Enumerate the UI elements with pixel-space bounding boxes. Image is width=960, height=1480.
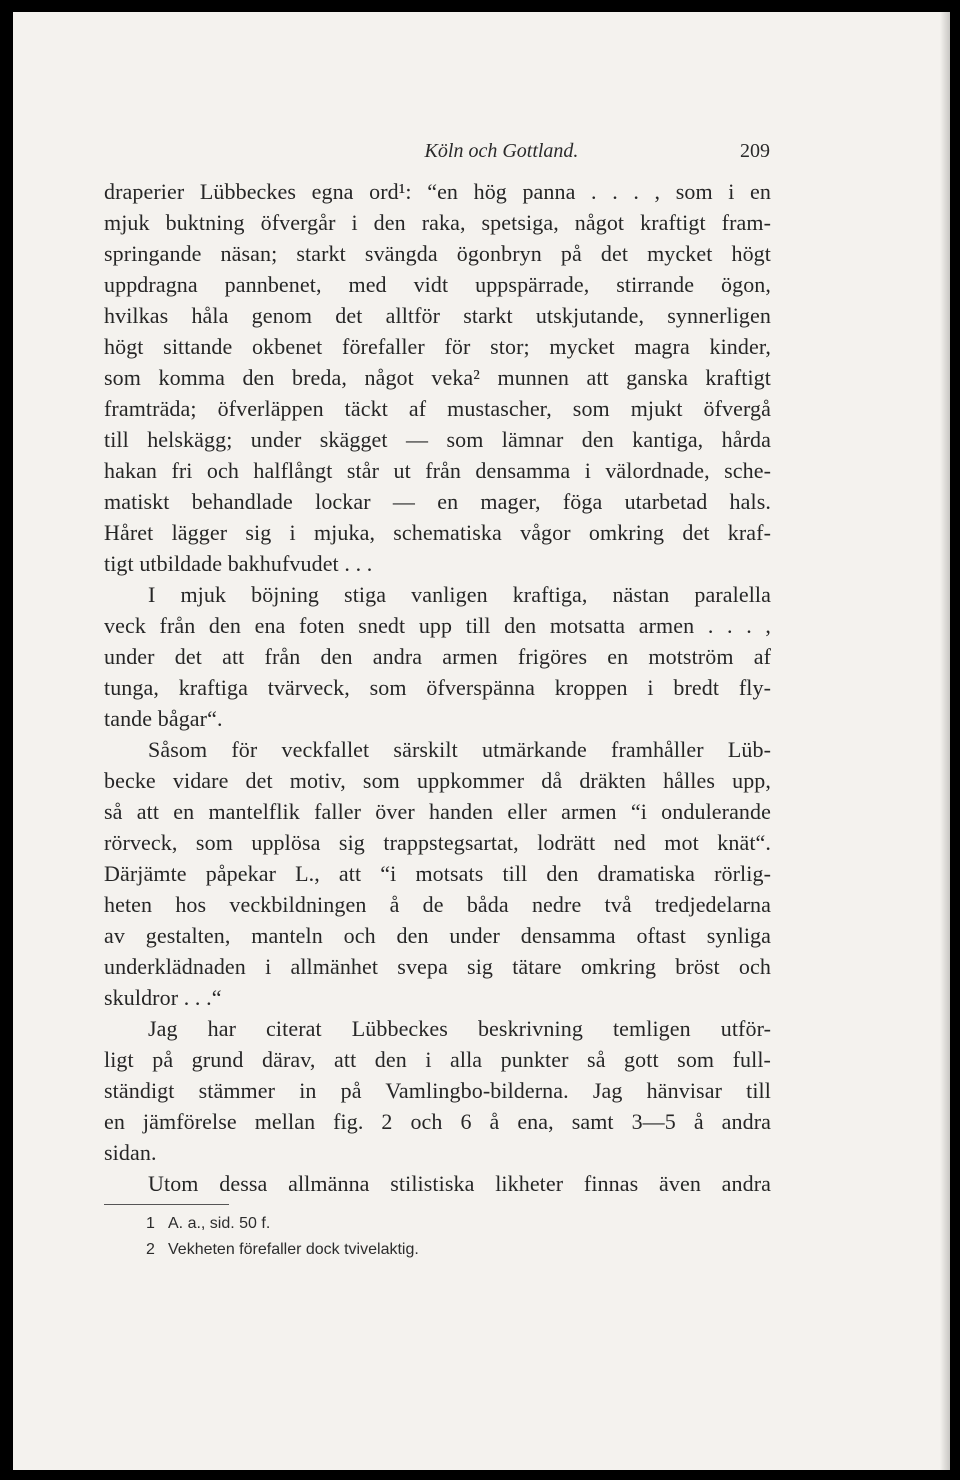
text-line: I mjuk böjning stiga vanligen kraftiga, nästan paralella bbox=[148, 582, 771, 607]
text-line: tigt utbildade bakhufvudet . . . bbox=[104, 551, 373, 576]
page-number: 209 bbox=[740, 140, 770, 162]
text-line: Därjämte påpekar L., att “i motsats till den dramatiska rörlig- bbox=[104, 861, 771, 886]
text-line: matiskt behandlade lockar — en mager, föga utarbetad hals. bbox=[104, 489, 771, 514]
text-line: hakan fri och halflångt står ut från densamma i välordnade, sche- bbox=[104, 458, 771, 483]
text-line: rörveck, som upplösa sig trappstegsartat, lodrätt ned mot knät“. bbox=[104, 830, 771, 855]
text-line: så att en mantelflik faller över handen eller armen “i ondulerande bbox=[104, 799, 771, 824]
text-line: framträda; öfverläppen täckt af mustascher, som mjukt öfvergå bbox=[104, 396, 771, 421]
text-line: ligt på grund därav, att den i alla punkter så gott som full- bbox=[104, 1047, 771, 1072]
text-line: tunga, kraftiga tvärveck, som öfverspänna kroppen i bredt fly- bbox=[104, 675, 771, 700]
text-line: ständigt stämmer in på Vamlingbo-bilderna. Jag hänvisar till bbox=[104, 1078, 771, 1103]
text-line: en jämförelse mellan fig. 2 och 6 å ena, samt 3—5 å andra bbox=[104, 1109, 771, 1134]
text-line: mjuk buktning öfvergår i den raka, spetsiga, något kraftigt fram- bbox=[104, 210, 771, 235]
text-line: Utom dessa allmänna stilistiska likheter finnas även andra bbox=[148, 1171, 771, 1196]
footnote-divider bbox=[104, 1204, 229, 1205]
text-line: springande näsan; starkt svängda ögonbryn på det mycket högt bbox=[104, 241, 771, 266]
book-page bbox=[13, 12, 950, 1470]
footnote bbox=[146, 1237, 419, 1263]
text-line: av gestalten, manteln och den under densamma oftast synliga bbox=[104, 923, 771, 948]
text-line: heten hos veckbildningen å de båda nedre två tredjedelarna bbox=[104, 892, 771, 917]
body-text bbox=[104, 176, 771, 1199]
text-line: Jag har citerat Lübbeckes beskrivning temligen utför- bbox=[148, 1016, 771, 1041]
footnote-text: A. a., sid. 50 f. bbox=[168, 1215, 271, 1232]
text-line: Såsom för veckfallet särskilt utmärkande framhåller Lüb- bbox=[148, 737, 771, 762]
text-line: hvilkas håla genom det alltför starkt utskjutande, synnerligen bbox=[104, 303, 771, 328]
footnotes bbox=[146, 1211, 419, 1263]
text-line: veck från den ena foten snedt upp till den motsatta armen . . . , bbox=[104, 613, 771, 638]
page-edge-shadow bbox=[940, 12, 950, 1470]
text-line: under det att från den andra armen frigöres en motström af bbox=[104, 644, 771, 669]
text-line: sidan. bbox=[104, 1140, 157, 1165]
page-header bbox=[13, 140, 950, 166]
text-line: uppdragna pannbenet, med vidt uppspärrade, stirrande ögon, bbox=[104, 272, 771, 297]
text-line: tande bågar“. bbox=[104, 706, 223, 731]
text-line: Håret lägger sig i mjuka, schematiska vågor omkring det kraf- bbox=[104, 520, 771, 545]
footnote-text: Vekheten förefaller dock tvivelaktig. bbox=[168, 1241, 419, 1258]
text-line: underklädnaden i allmänhet svepa sig tätare omkring bröst och bbox=[104, 954, 771, 979]
footnote bbox=[146, 1211, 419, 1237]
text-line: skuldror . . .“ bbox=[104, 985, 222, 1010]
footnote-mark: 1 bbox=[146, 1215, 155, 1232]
text-line: högt sittande okbenet förefaller för stor; mycket magra kinder, bbox=[104, 334, 771, 359]
text-line: draperier Lübbeckes egna ord¹: “en hög panna . . . , som i en bbox=[104, 179, 771, 204]
text-line: till helskägg; under skägget — som lämnar den kantiga, hårda bbox=[104, 427, 771, 452]
text-line: becke vidare det motiv, som uppkommer då dräkten hålles upp, bbox=[104, 768, 771, 793]
running-title: Köln och Gottland. bbox=[424, 140, 579, 162]
footnote-mark: 2 bbox=[146, 1241, 155, 1258]
text-line: som komma den breda, något veka² munnen att ganska kraftigt bbox=[104, 365, 771, 390]
